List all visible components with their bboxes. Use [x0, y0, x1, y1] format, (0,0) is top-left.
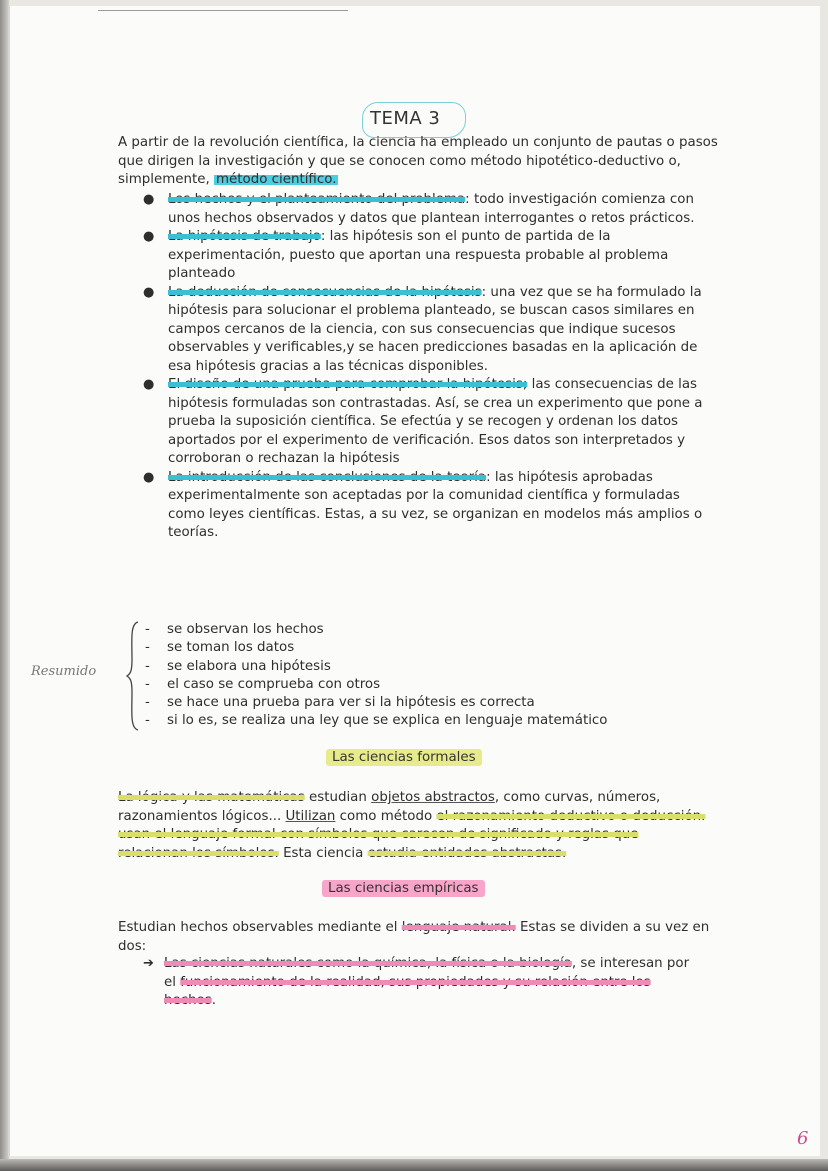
summary-item: - se observan los hechos: [145, 622, 324, 637]
intro-highlight: método científico.: [215, 172, 337, 187]
formal-text: Esta ciencia: [278, 845, 368, 861]
arrow-right-icon: ➔: [143, 956, 154, 971]
empirical-item-term2: funcionamiento de la realidad, sus propiedades y su relación entre los hechos: [164, 974, 651, 1008]
summary-item: - se elabora una hipótesis: [145, 658, 331, 674]
formal-text: estudian: [304, 790, 372, 805]
empirical-lang: lenguaje natural.: [401, 920, 516, 935]
step-item: [140, 228, 715, 284]
empirical-list: [140, 955, 700, 1011]
bullet-icon: ●: [143, 192, 155, 207]
step-term: La deducción de consecuencias de la hipótesis: [168, 284, 482, 300]
steps-list: [140, 191, 715, 543]
step-text: : una vez que se ha formulado la hipótesis para solucionar el problema planteado, se buscan casos similares en campos cercanos de la ciencia, con sus consecuencias que indique sucesos observables y verificables,y se hacen predicciones basadas en la aplicación de esa hipótesis gracias a las técnicas disponibles.: [168, 284, 702, 374]
summary-item: - el caso se comprueba con otros: [145, 676, 381, 692]
empirical-paragraph: [118, 919, 713, 956]
empirical-item-text: , se interesan por el: [164, 956, 690, 990]
formal-sciences-heading: Las ciencias formales: [326, 749, 482, 766]
formal-studies: estudia entidades abstractas.: [367, 845, 567, 861]
empirical-item-term: Las ciencias naturales como la química, la física o la biología: [164, 956, 572, 971]
empirical-text: Estas se dividen a su vez en dos:: [118, 920, 710, 954]
formal-term: La lógica y las matemáticas: [118, 790, 305, 805]
step-term: Los hechos y el planteamiento del problema: [168, 192, 466, 207]
intro-paragraph: [118, 134, 718, 190]
step-term: La hipótesis de trabajo: [168, 229, 321, 244]
formal-text: como método: [335, 808, 437, 824]
bullet-icon: ●: [143, 377, 155, 392]
page-title: TEMA 3: [370, 108, 441, 129]
formal-method: el razonamiento deductivo o deducción. usan el lenguaje formal con símbolos que carecen de significado y reglas que relacionan los símbolos.: [118, 808, 706, 861]
step-item: [140, 284, 715, 377]
empirical-item-text: .: [211, 993, 217, 1008]
step-text: : todo investigación comienza con unos hechos observados y datos que plantean interrogantes o retos prácticos.: [168, 192, 695, 226]
step-term: El diseño de una prueba para comprobar la hipótesis;: [168, 377, 528, 392]
formal-utilizan: Utilizan: [285, 808, 336, 824]
bullet-icon: ●: [143, 229, 155, 244]
empirical-sciences-heading: Las ciencias empíricas: [322, 880, 485, 897]
summary-brace-icon: [126, 620, 140, 732]
formal-underline: objetos abstractos: [371, 790, 495, 805]
summary-item: - si lo es, se realiza una ley que se explica en lenguaje matemático: [145, 713, 608, 729]
step-text: : las hipótesis aprobadas experimentalmente son aceptadas por la comunidad científica y formuladas como leyes científicas. Estas, a su vez, se organizan en modelos más amplios o teorías.: [168, 469, 703, 540]
step-text: : las hipótesis son el punto de partida de la experimentación, puesto que aportan una respuesta probable al problema planteado: [168, 229, 669, 281]
scan-bottom-edge: [0, 1159, 828, 1171]
summary-label: Resumido: [31, 664, 97, 679]
step-item: [140, 469, 715, 543]
empirical-text: Estudian hechos observables mediante el: [118, 920, 402, 935]
formal-text: , como curvas, números, razonamientos lógicos...: [118, 790, 661, 824]
summary-list: [145, 621, 705, 731]
step-text: las consecuencias de las hipótesis formuladas son contrastadas. Así, se crea un experimento que pone a prueba la suposición científica. Se efectúa y se recogen y ordenan los datos aportados por el experimento de verificación. Esos datos son interpretados y corroboran o rechazan la hipótesis: [168, 377, 703, 466]
formal-paragraph: [118, 789, 708, 863]
empirical-item: [140, 955, 700, 1011]
step-item: [140, 376, 715, 469]
bullet-icon: ●: [143, 469, 155, 485]
page-number: 6: [797, 1128, 809, 1149]
step-term: La introducción de las conclusiones de la teoría: [168, 469, 487, 485]
step-item: [140, 191, 715, 228]
summary-item: - se toman los datos: [145, 640, 295, 656]
bullet-icon: ●: [143, 284, 155, 300]
top-margin-line: [98, 10, 348, 11]
summary-item: - se hace una prueba para ver si la hipótesis es correcta: [145, 695, 535, 711]
intro-text: A partir de la revolución científica, la ciencia ha empleado un conjunto de pautas o pasos que dirigen la investigación y que se conocen como método hipotético-deductivo o, simplemente,: [118, 135, 718, 187]
